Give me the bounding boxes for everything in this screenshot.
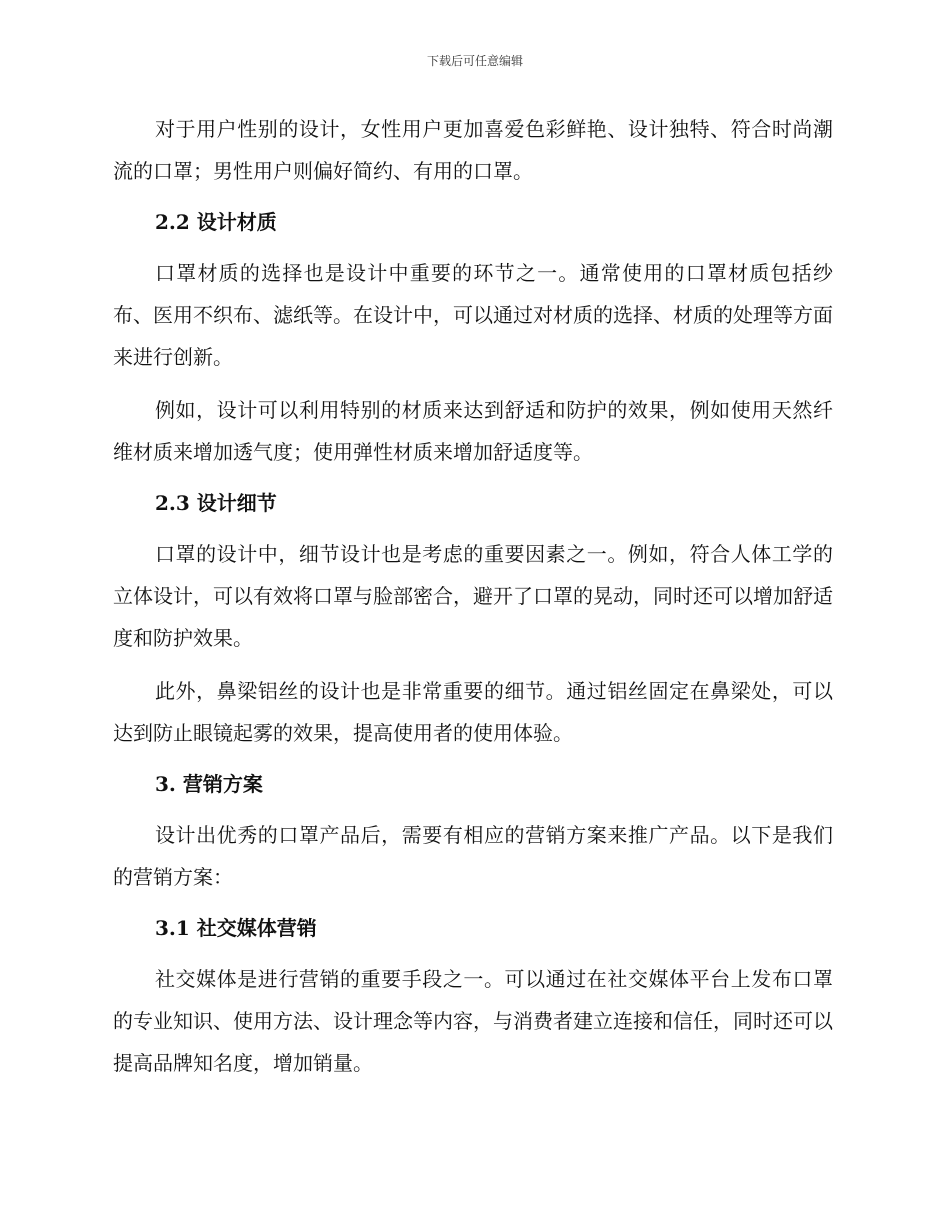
paragraph: 此外，鼻梁铝丝的设计也是非常重要的细节。通过铝丝固定在鼻梁处，可以达到防止眼镜起雾的效果，提高使用者的使用体验。: [113, 679, 833, 745]
paragraph: 口罩材质的选择也是设计中重要的环节之一。通常使用的口罩材质包括纱布、医用不织布、滤纸等。在设计中，可以通过对材质的选择、材质的处理等方面来进行创新。: [113, 261, 833, 369]
paragraph: 对于用户性别的设计，女性用户更加喜爱色彩鲜艳、设计独特、符合时尚潮流的口罩；男性用户则偏好简约、有用的口罩。: [113, 117, 833, 183]
page-header: 下载后可任意编辑: [426, 54, 523, 68]
paragraph: 例如，设计可以利用特别的材质来达到舒适和防护的效果，例如使用天然纤维材质来增加透气度；使用弹性材质来增加舒适度等。: [113, 398, 833, 464]
document-body: [113, 108, 833, 1084]
paragraph: 社交媒体是进行营销的重要手段之一。可以通过在社交媒体平台上发布口罩的专业知识、使用方法、设计理念等内容，与消费者建立连接和信任，同时还可以提高品牌知名度，增加销量。: [113, 967, 833, 1075]
paragraph: 口罩的设计中，细节设计也是考虑的重要因素之一。例如，符合人体工学的立体设计，可以有效将口罩与脸部密合，避开了口罩的晃动，同时还可以增加舒适度和防护效果。: [113, 542, 833, 650]
section-heading: 2.3 设计细节: [155, 491, 277, 515]
paragraph: 设计出优秀的口罩产品后，需要有相应的营销方案来推广产品。以下是我们的营销方案：: [113, 823, 833, 889]
section-heading: 3. 营销方案: [155, 772, 263, 796]
section-heading: 3.1 社交媒体营销: [155, 916, 317, 940]
section-heading: 2.2 设计材质: [155, 210, 277, 234]
